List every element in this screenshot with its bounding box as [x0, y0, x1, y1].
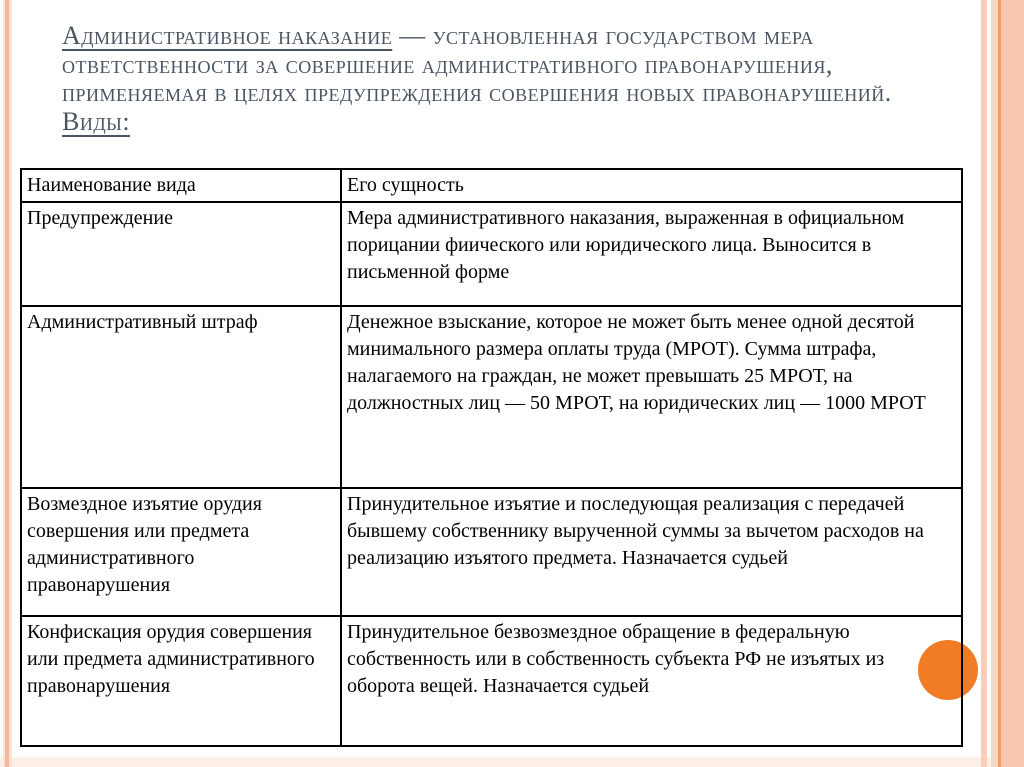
type-essence-cell: Мера административного наказания, выраженная в официальном порицании фиического или юридического лица. Выносится в письменной форме [341, 202, 962, 306]
slide-title [62, 22, 918, 136]
table-row [21, 202, 962, 306]
title-vidy-underlined: Виды: [62, 106, 131, 136]
table-row [21, 488, 962, 616]
right-accent-band [991, 0, 1024, 767]
punishment-types-table [20, 168, 963, 747]
bottom-accent-strip [0, 757, 1024, 767]
right-thin-stripe [981, 0, 987, 767]
header-cell-essence: Его сущность [341, 169, 962, 202]
type-name-cell: Возмездное изъятие орудия совершения или предмета административного правонарушения [21, 488, 341, 616]
left-accent-stripe [3, 0, 12, 767]
type-name-cell: Конфискация орудия совершения или предмета административного правонарушения [21, 616, 341, 746]
type-essence-cell: Принудительное безвозмездное обращение в федеральную собственность или в собственность субъекта РФ не изъятых из оборота вещей. Назначается судьей [341, 616, 962, 746]
table-row [21, 616, 962, 746]
type-name-cell: Административный штраф [21, 306, 341, 488]
title-definition-text: — установленная государством мера ответственности за совершение административного правонарушения, применяемая в целях предупреждения совершения новых правонарушений. [62, 21, 892, 107]
title-term-underlined: Административное наказание [62, 21, 393, 50]
type-name-cell: Предупреждение [21, 202, 341, 306]
type-essence-cell: Денежное взыскание, которое не может быть менее одной десятой минимального размера оплаты труда (МРОТ). Сумма штрафа, налагаемого на граждан, не может превышать 25 МРОТ, на должностных лиц — 50 МРОТ, на юридических лиц — 1000 МРОТ [341, 306, 962, 488]
type-essence-cell: Принудительное изъятие и последующая реализация с передачей бывшему собственнику вырученной суммы за вычетом расходов на реализацию изъятого предмета. Назначается судьей [341, 488, 962, 616]
table-header-row [21, 169, 962, 202]
header-cell-type-name: Наименование вида [21, 169, 341, 202]
table-row [21, 306, 962, 488]
